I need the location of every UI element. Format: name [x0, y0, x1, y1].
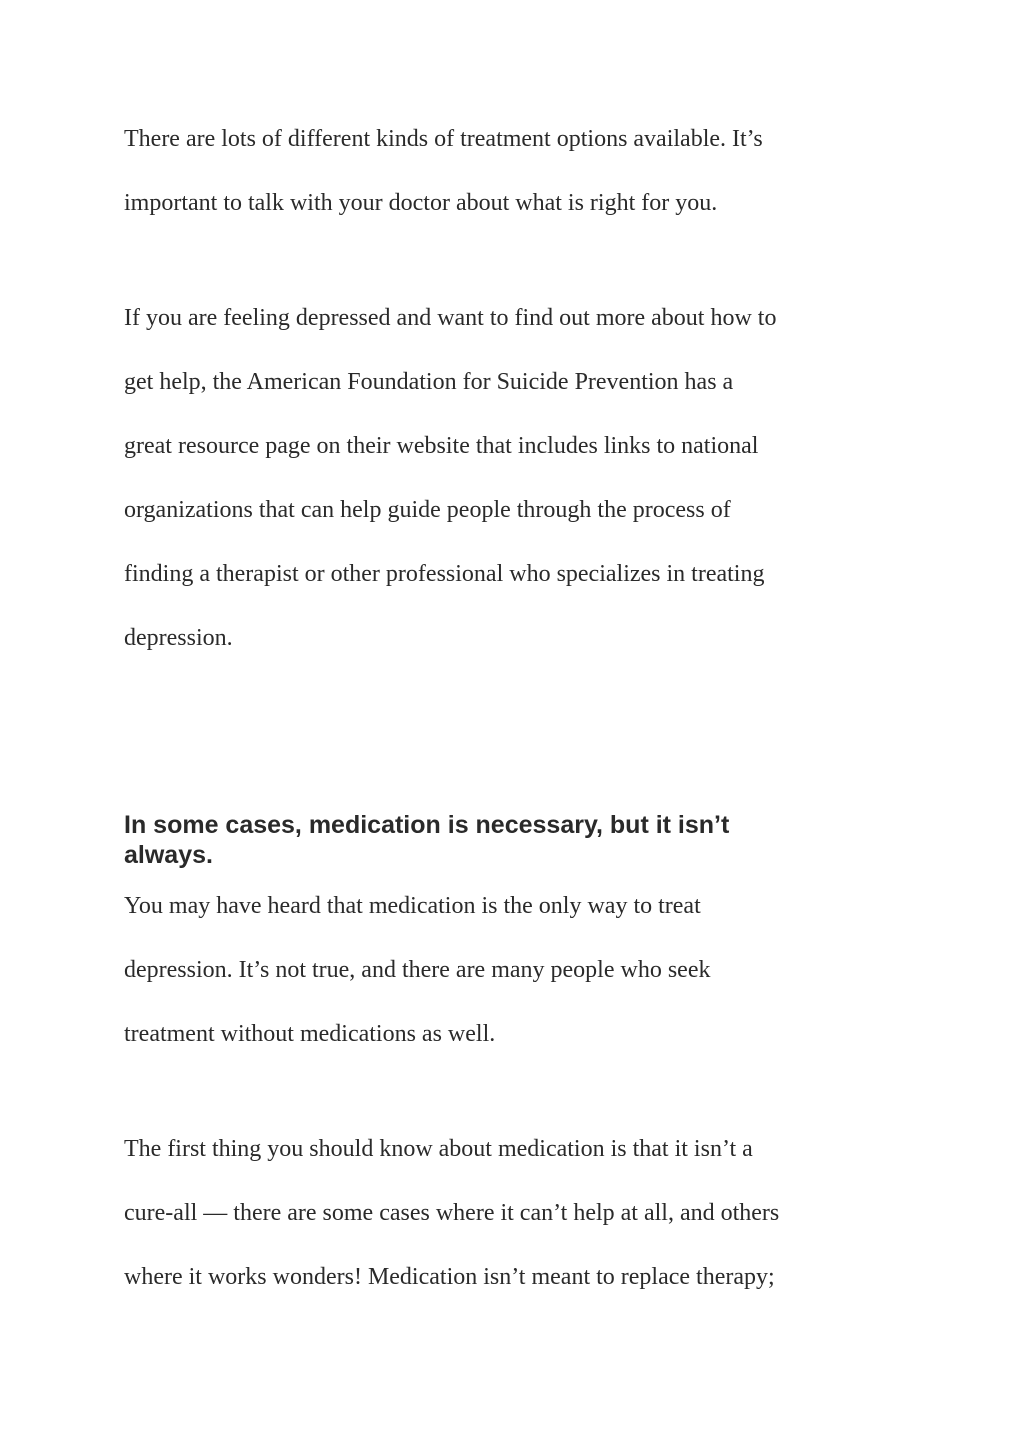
text-line: treatment without medications as well.	[124, 1021, 496, 1047]
text-line: There are lots of different kinds of treatment options available. It’s	[124, 126, 763, 152]
heading-line: In some cases, medication is necessary, but it isn’t	[124, 811, 730, 839]
text-line: important to talk with your doctor about what is right for you.	[124, 190, 718, 216]
text-line: If you are feeling depressed and want to find out more about how to	[124, 305, 777, 331]
text-line: The first thing you should know about medication is that it isn’t a	[124, 1136, 753, 1162]
paragraph-getting-help	[124, 286, 914, 670]
text-line: cure-all — there are some cases where it can’t help at all, and others	[124, 1200, 780, 1226]
text-line: You may have heard that medication is the only way to treat	[124, 893, 701, 919]
text-line: where it works wonders! Medication isn’t meant to replace therapy;	[124, 1264, 775, 1290]
text-line: organizations that can help guide people through the process of	[124, 497, 731, 523]
text-line: finding a therapist or other professional who specializes in treating	[124, 561, 765, 587]
text-line: depression. It’s not true, and there are many people who seek	[124, 957, 711, 983]
text-line: get help, the American Foundation for Suicide Prevention has a	[124, 369, 734, 395]
paragraph-treatment-options	[124, 107, 914, 235]
paragraph-medication-facts	[124, 1117, 914, 1309]
heading-line: always.	[124, 841, 213, 869]
paragraph-medication-myth	[124, 874, 914, 1066]
text-line: great resource page on their website that includes links to national	[124, 433, 759, 459]
text-line: depression.	[124, 625, 233, 651]
section-heading-medication	[124, 810, 914, 870]
